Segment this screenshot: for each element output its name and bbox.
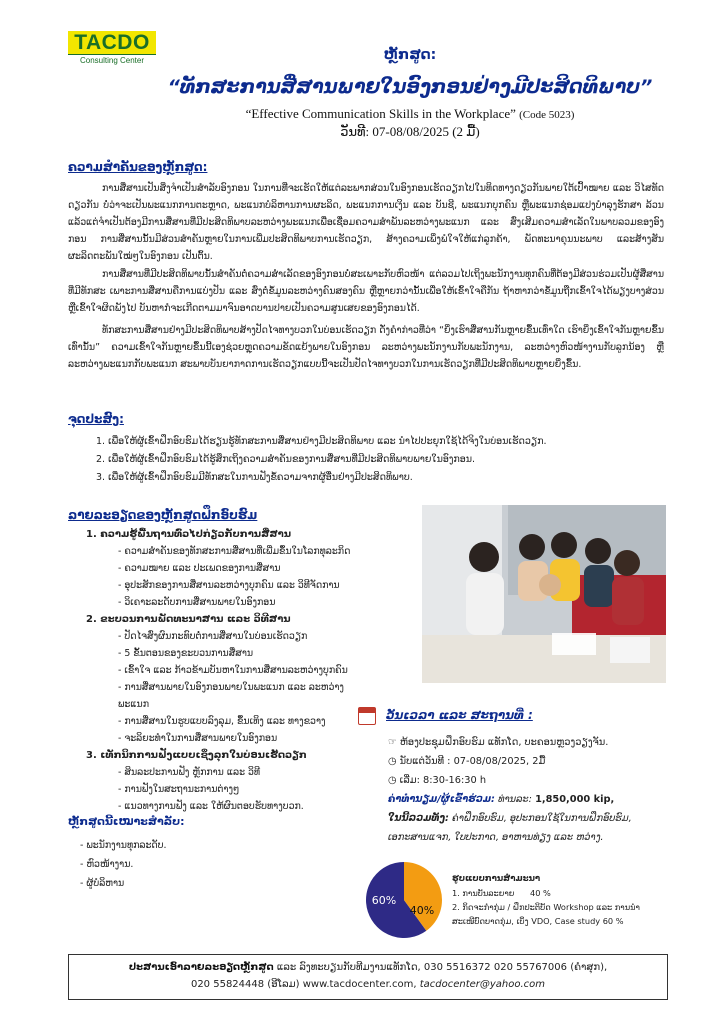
training-method (452, 872, 682, 928)
target-item: - ຜູ້ບໍລິຫານ (80, 878, 125, 889)
module-item: - 5 ຂັ້ນຕອນຂອງຂະບວນການສື່ສານ (118, 648, 254, 659)
module-item: - ຄວາມໝາຍ ແລະ ປະເພດຂອງການສື່ສານ (118, 563, 281, 574)
includes-text-2: ເອກະສານແຈກ, ໃບປະກາດ, ອາຫານທ່ຽງ ແລະ ຫວ່າງ. (388, 832, 604, 843)
module-title: 1. ຄວາມຮູ້ພື້ນຖານທົ່ວໄປກ່ຽວກັບການສື່ສານ (86, 529, 292, 540)
module-item: - ຈະລິຍະທຳໃນການສື່ສານພາຍໃນອົງກອນ (118, 733, 278, 744)
footer-phone-text: ແລະ ລົງທະບຽນກັບທີມງານແທັກໂດ, 030 5516372 020 55767006 (ຄຳສຸກ), (276, 962, 608, 973)
module-item: - ການສື່ສານພາຍໃນອົງກອນພາຍໃນພະແນກ ແລະ ລະຫວ່າງພະແນກ (118, 682, 344, 710)
course-date: ວັນທີ: 07-08/08/2025 (2 ມື້) (340, 124, 480, 139)
clock-icon: ◷ (388, 756, 400, 767)
method-line: 1. ການບັນລະຍາຍ 40 % (452, 888, 551, 898)
fee-line (388, 794, 614, 805)
team-photo-illustration (422, 505, 666, 683)
logo-subtitle: Consulting Center (68, 54, 156, 66)
footer-line-2 (69, 976, 667, 993)
course-modules (82, 526, 362, 815)
method-line: ສະເໜີບົດບາດກຸ່ມ, ເບິ່ງ VDO, Case study 60 % (452, 916, 624, 926)
footer-website[interactable]: 020 55824448 (ອີໂລມ) www.tacdocenter.com, (190, 979, 417, 990)
team-photo (422, 505, 666, 683)
target-heading: ຫຼັກສູດນີ້ເໝາະສຳລັບ: (68, 815, 185, 828)
footer-lead: ປະສານເອົາລາຍລະອຽດຫຼັກສູດ (128, 962, 274, 973)
fee-label: ຄ່າທຳນຽມ/ຜູ້ເຂົ້າຮ່ວມ: (388, 794, 495, 805)
objectives-list (96, 433, 656, 487)
module-item: - ການສື່ສານໃນຮູບແບບລົງລຸມ, ຂຶ້ນເທິງ ແລະ ທາງຂວາງ (118, 716, 326, 727)
course-title: “ທັກສະການສື່ສານພາຍໃນອົງກອນຢ່າງມີປະສິດທິພາບ” (167, 76, 653, 98)
objective-item: 3. ເພື່ອໃຫ້ຜູ້ເຂົ້າຝຶກອົບຮົມມີທັກສະໃນການຟັງຂໍ້ຄວາມຈາກຜູ້ອື່ນຢ່າງມີປະສິດທິພາບ. (96, 472, 413, 483)
target-item: - ພະນັກງານທຸກລະດັບ. (80, 840, 167, 851)
pointing-hand-icon: ☞ (388, 737, 400, 748)
clock-icon: ◷ (388, 775, 400, 786)
importance-paragraph-3: ທັກສະການສື່ສານຢ່າງມີປະສິດທິພາບສ້າງປັດໄຈທາງບວກໃນບ່ອນເຮັດວຽກ ດັ່ງຄຳກ່າວທີ່ວ່າ “ຍິ່ງເຮົາສື່ສານກັນຫຼາຍຂຶ້ນເທົ່າໃດ ເຮົາຍິ່ງເຂົ້າໃຈກັນຫຼາຍຂຶ້ນເທົ່ານັ້ນ” ຄວາມເຂົ້າໃຈກັນຫຼາຍຂຶ້ນນີ້ເອງຊ່ວຍຫຼຸດຄວາມຂັດແຍ້ງພາຍໃນອົງກອນ ລະຫວ່າງພະນັກງານກັບພະນັກງານ, ລະຫວ່າງຫົວໜ້າງານກັບລູກນ້ອງ ຫຼື ລະຫວ່າງພະແນກກັບພະແນກ ສະພາບບັນຍາກາດການເຮັດວຽກແບບນີ້ຈະເປັນປັດໄຈທາງບວກໃນການເຮັດວຽກທີ່ມີປະສິດທິພາບຫຼາຍຍິ່ງຂຶ້ນ. (68, 325, 664, 370)
module-item: - ອຸປະສັກຂອງການສື່ສານລະຫວ່າງບຸກຄົນ ແລະ ວິທີຈັດການ (118, 580, 340, 591)
venue-line (388, 737, 608, 748)
venue-text: ຫ້ອງປະຊຸມຝຶກອົບຮົມ ແທັກໂດ, ບະຄອນຫຼວງວຽງຈັນ. (399, 737, 609, 748)
method-title: ຮູບແບບການສຳມະນາ (452, 874, 541, 884)
module-title: 3. ເທັກນິກການຟັງແບບເຊິ່ງລຸກໃນບ່ອນເຮັດວຽກ (86, 750, 307, 761)
pie-label-workshop: 60% (371, 894, 397, 907)
pie-label-lecture: 40% (409, 904, 435, 917)
time-text: ເລີ່ມ: 8:30-16:30 h (399, 775, 487, 786)
footer-line-1 (69, 959, 667, 976)
english-title-text: “Effective Communication Skills in the Workplace” (245, 106, 516, 121)
module-item: - ວິເຄາະລະດັບການສື່ສານພາຍໃນອົງກອນ (118, 597, 276, 608)
importance-paragraph-1: ການສື່ສານເປັນສິ່ງຈຳເປັນສຳລັບອົງກອນ ໃນການທີ່ຈະເຮັດໃຫ້ແຕ່ລະພາກສ່ວນໃນອົງກອນເຮັດວຽກໄປໃນທິດທາງດຽວກັນພາຍໃຕ້ເປົ້າໝາຍ ແລະ ວິໄສທັດດຽວກັນ ບໍ່ວ່າຈະເປັນພະແນກການຕະຫຼາດ, ພະແນກບໍລິຫານການຜະລິດ, ພະແນກການເງິນ ແລະ ບັນຊີ, ພະແນກບຸກຄົນ ຫຼືພະແນກຊ່ອມແປງບຳລຸງຮັກສາ ລ້ວນແລ້ວແຕ່ຈຳເປັນຕ້ອງມີການສື່ສານທີ່ມີປະສິດທິພາບລະຫວ່າງພະແນກເພື່ອເຊື່ອມຄວາມສຳພັນລະຫວ່າງພະແນກ ແລະ ສົ່ງເສີມຄວາມສຳເລັດໃນພາບລວມຂອງອົງກອນ ການສື່ສານນັ້ນມີສ່ວນສຳຄັນຫຼາຍໃນການເພີ່ມປະສິດທິພາບການເຮັດວຽກ, ສ້າງຄວາມເພິ່ງພໍໃຈໃຫ້ແກ່ລູກຄ້າ, ພັດທະນາຄຸນນະພາບ ແລະສ້າງສັນຜະລິດຕະພັນໃໝ່ໆໃນອົງກອນ ເປັນຕົ້ນ. (68, 183, 664, 262)
importance-heading: ຄວາມສຳຄັນຂອງຫຼັກສູດ: (68, 160, 208, 174)
includes-label: ໃນນີ້ລວມທັງ: (388, 813, 449, 824)
calendar-icon (358, 707, 376, 725)
module-item: - ການຟັງໃນສະຖານະການຕ່າງໆ (118, 784, 240, 795)
fee-amount: 1,850,000 kip, (535, 794, 615, 805)
module-item: - ເຂົ້າໃຈ ແລະ ກ້າວຂ້າມບັນຫາໃນການສື່ສານລະຫວ່າງບຸກຄົນ (118, 665, 348, 676)
includes-text-1: ຄ່າຝຶກອົບຮົມ, ອຸປະກອນໃຊ້ໃນການຝຶກອົບຮົມ, (452, 813, 632, 824)
target-item: - ຫົວໜ້າງານ. (80, 859, 134, 870)
target-list (80, 836, 167, 893)
course-code: (Code 5023) (519, 109, 575, 121)
logo-name: TACDO (68, 31, 156, 54)
includes-line (388, 813, 632, 824)
training-method-pie (364, 860, 444, 940)
course-english-title (130, 106, 690, 122)
importance-paragraph-2: ການສື່ສານທີ່ມີປະສິດທິພາບນັ້ນສຳຄັນຕໍ່ຄວາມສຳເລັດຂອງອົງກອນບໍ່ສະເພາະກັບຫົວໜ້າ ແຕ່ລວມໄປເຖິງພະນັກງານທຸກຄົນທີ່ຕ້ອງມີສ່ວນຮ່ວມເປັນຜູ້ສື່ສານທີ່ມີທັກສະ ເພາະການສື່ສານຄືການແບ່ງປັນ ແລະ ສົ່ງຕໍ່ຂໍ້ມູນລະຫວ່າງຄົນສອງຄົນ ຫຼືຫຼາຍກວ່ານັ້ນເພື່ອໃຫ້ເຂົ້າໃຈຄືກັນ ຖ້າຫາກວ່າຂໍ້ມູນຖືກເຂົ້າໃຈໄດ້ພຽງບາງສ່ວນ ຫຼືເຂົ້າໃຈຜິດພັງໄປ ບັນຫາກໍຈະເກີດຕາມມາຈົນອາດບານປາຍເປັນຄວາມສູນເສຍຂອງອົງກອນໄດ້. (68, 269, 664, 314)
course-label: ຫຼັກສູດ: (383, 47, 437, 63)
date-text: ນັບແຕ່ວັນທີ : 07-08/08/2025, 2ມື້ (399, 756, 546, 767)
date-line (388, 756, 545, 767)
objective-item: 1. ເພື່ອໃຫ້ຜູ້ເຂົ້າຝຶກອົບຮົມໄດ້ຮຽນຮູ້ທັກສະການສື່ສານຢ່າງມີປະສິດທິພາບ ແລະ ນຳໄປປະຍຸກໃຊ້ໄດ້ຈິງໃນບ່ອນເຮັດວຽກ. (96, 436, 547, 447)
module-item: - ຄວາມສຳຄັນຂອງທັກສະການສື່ສານທີ່ເພີ່ມຂຶ້ນໃນໂລກທຸລະກິດ (118, 546, 351, 557)
objectives-heading: ຈຸດປະສົງ: (68, 412, 124, 426)
footer-email[interactable]: tacdocenter@yahoo.com (419, 979, 546, 990)
schedule-heading: ວັນເວລາ ແລະ ສະຖານທີ່ : (386, 708, 533, 722)
module-item: - ແນວທາງການຟັງ ແລະ ໃຫ້ຜົນຕອບຮັບທາງບວກ. (118, 801, 304, 812)
method-line: 2. ກິດຈະກຳກຸ່ມ / ຝຶກປະຕິບັດ Workshop ແລະ ການນຳ (452, 902, 640, 912)
module-item: - ປັດໄຈສົ່ງຜົນກະທົບຕໍ່ການສື່ສານໃນບ່ອນເຮັດວຽກ (118, 631, 308, 642)
module-title: 2. ຂະບວນການພັດທະນາສານ ແລະ ວິທີສານ (86, 614, 291, 625)
objective-item: 2. ເພື່ອໃຫ້ຜູ້ເຂົ້າຝຶກອົບຮົມໄດ້ຮູ້ສຶກເຖິງຄວາມສຳຄັນຂອງການສື່ສານທີ່ມີປະສິດທິພາບພາຍໃນອົງກອນ. (96, 454, 476, 465)
details-heading: ລາຍລະອຽດຂອງຫຼັກສູດຝຶກອົບຮົມ (68, 508, 258, 522)
contact-footer (68, 954, 668, 1000)
module-item: - ສິນລະປະການຟັງ ຫຼັກການ ແລະ ວິທີ (118, 767, 261, 778)
time-line (388, 775, 486, 786)
fee-prefix: ທ່ານລະ: (498, 794, 532, 805)
